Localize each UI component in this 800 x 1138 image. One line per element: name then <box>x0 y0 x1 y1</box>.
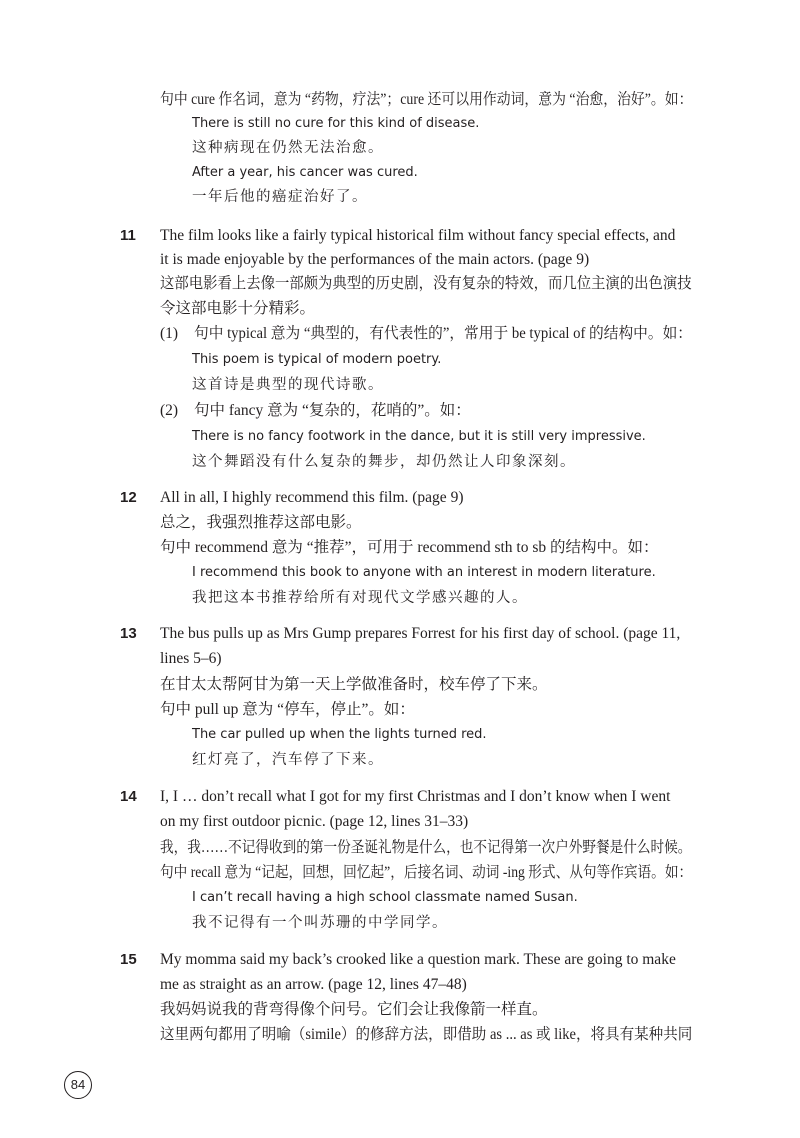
item-translation: 总之，我强烈推荐这部电影。 <box>160 514 362 531</box>
example-en: I recommend this book to anyone with an interest in modern literature. <box>192 565 656 580</box>
item-sentence: lines 5–6) <box>160 650 222 667</box>
item-translation: 这部电影看上去像一部颇为典型的历史剧，没有复杂的特效，而几位主演的出色演技 <box>160 275 692 292</box>
example-en: There is still no cure for this kind of disease. <box>192 116 480 131</box>
item-explanation: 这里两句都用了明喻（simile）的修辞方法，即借助 as ... as 或 like，将具有某种共同 <box>160 1026 693 1043</box>
item-sentence: me as straight as an arrow. (page 12, lines 47–48) <box>160 976 467 993</box>
item-sentence: All in all, I highly recommend this film. (page 9) <box>160 489 464 506</box>
item-sentence: on my first outdoor picnic. (page 12, lines 31–33) <box>160 813 469 830</box>
example-en: I can’t recall having a high school classmate named Susan. <box>192 890 578 905</box>
item-number: 11 <box>120 227 136 244</box>
item-explanation: 句中 recommend 意为 “推荐”，可用于 recommend sth to sb 的结构中。如： <box>160 539 659 556</box>
example-en: There is no fancy footwork in the dance, but it is still very impressive. <box>192 429 646 444</box>
item-translation: 我妈妈说我的背弯得像个问号。它们会让我像箭一样直。 <box>160 1001 548 1018</box>
item-translation: 在甘太太帮阿甘为第一天上学做准备时，校车停了下来。 <box>160 676 548 693</box>
example-zh: 这首诗是典型的现代诗歌。 <box>192 377 384 393</box>
item-explanation: 句中 recall 意为 “记起，回想，回忆起”，后接名词、动词 -ing 形式、从句等作宾语。如： <box>160 864 693 881</box>
item-number: 14 <box>120 788 137 805</box>
intro-explanation: 句中 cure 作名词，意为 “药物，疗法”；cure 还可以用作动词，意为 “治愈，治好”。如： <box>160 91 693 108</box>
item-number: 15 <box>120 951 137 968</box>
note-marker: (2) <box>160 402 179 419</box>
item-sentence: I, I … don’t recall what I got for my first Christmas and I don’t know when I went <box>160 788 671 805</box>
item-sentence: The bus pulls up as Mrs Gump prepares Forrest for his first day of school. (page 11, <box>160 625 681 642</box>
note-marker: (1) <box>160 325 179 342</box>
example-zh: 一年后他的癌症治好了。 <box>192 189 368 205</box>
example-zh: 我把这本书推荐给所有对现代文学感兴趣的人。 <box>192 590 528 606</box>
item-sentence: My momma said my back’s crooked like a question mark. These are going to make <box>160 951 676 968</box>
note-text: 句中 typical 意为 “典型的，有代表性的”，常用于 be typical of 的结构中。如： <box>194 325 693 342</box>
item-number: 12 <box>120 489 137 506</box>
item-sentence: The film looks like a fairly typical historical film without fancy special effects, and <box>160 227 676 244</box>
example-zh: 红灯亮了，汽车停了下来。 <box>192 752 384 768</box>
item-number: 13 <box>120 625 137 642</box>
item-sentence: it is made enjoyable by the performances of the main actors. (page 9) <box>160 251 590 268</box>
note-text: 句中 fancy 意为 “复杂的，花哨的”。如： <box>194 402 471 419</box>
example-en: The car pulled up when the lights turned red. <box>192 727 487 742</box>
example-en: After a year, his cancer was cured. <box>192 165 418 180</box>
example-zh: 这种病现在仍然无法治愈。 <box>192 140 384 156</box>
example-en: This poem is typical of modern poetry. <box>192 352 442 367</box>
item-translation: 令这部电影十分精彩。 <box>160 300 316 317</box>
item-explanation: 句中 pull up 意为 “停车，停止”。如： <box>160 701 415 718</box>
example-zh: 我不记得有一个叫苏珊的中学同学。 <box>192 915 448 931</box>
item-translation: 我，我……不记得收到的第一份圣诞礼物是什么，也不记得第一次户外野餐是什么时候。 <box>160 839 692 856</box>
example-zh: 这个舞蹈没有什么复杂的舞步，却仍然让人印象深刻。 <box>192 454 576 470</box>
page-number: 84 <box>64 1071 92 1099</box>
